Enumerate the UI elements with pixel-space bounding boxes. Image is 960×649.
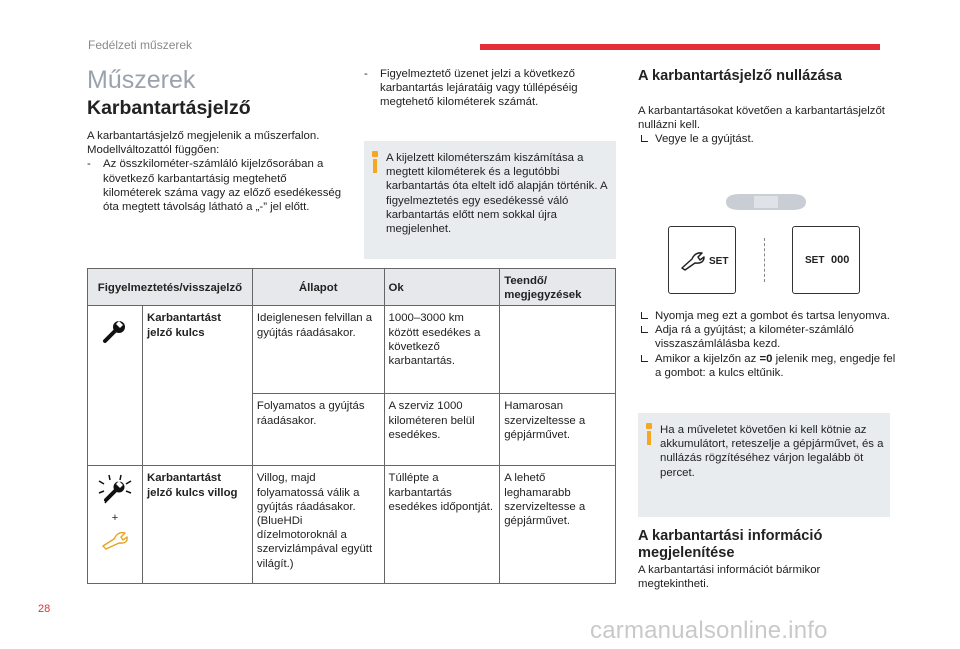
watermark: carmanualsonline.info (590, 617, 828, 644)
set-counter-graphic (792, 226, 860, 294)
col-header-action: Teendő/ megjegyzések (500, 269, 616, 306)
step-text-bold: =0 (759, 352, 773, 365)
info-note-battery (638, 413, 890, 517)
wrench-icon (679, 249, 705, 271)
wrench-outline-icon (100, 528, 130, 550)
step-text: Adja rá a gyújtást; a kilométer-számláló visszaszámlálásba kezd. (655, 324, 854, 351)
cause-cell: 1000–3000 km között esedékes a következő karbantartás. (384, 306, 500, 394)
step-item (638, 309, 898, 323)
step-text: Nyomja meg ezt a gombot és tartsa lenyomva. (655, 310, 890, 322)
info-icon (646, 423, 652, 445)
bullet-text: Figyelmeztető üzenet jelzi a következő karbantartás lejáratáig vagy túllépéséig megtehető kilométerek számát. (380, 68, 578, 109)
bullet-text: Az összkilométer-számláló kijelzősorában a következő karbantartásig megtehető kilométerek száma vagy az előző esedékesség óta megtett távolság látható a „-” jel előtt. (103, 158, 342, 214)
action-cell: A lehető leghamarabb szervizeltesse a gépjárművet. (500, 466, 616, 584)
wrench-icon-cell (88, 306, 143, 466)
action-cell: Hamarosan szervizeltesse a gépjárművet. (500, 394, 616, 466)
counter-value: 000 (831, 254, 850, 266)
wrench-icon (101, 317, 129, 345)
step-item (638, 352, 898, 380)
note-text: A kijelzett kilométerszám kiszámítása a megtett kilométerek és a legutóbbi karbantartás óta eltelt idő alapján történik. A figyelmeztetés egy esedékessé váló karbantartás előtt nem sokkal újra megjelenhet. (386, 152, 607, 236)
dashboard-icon (724, 192, 808, 212)
section-title: Műszerek (87, 66, 196, 94)
table-row (88, 466, 616, 584)
divider (764, 238, 765, 282)
set-label: SET (709, 256, 729, 267)
page-number: 28 (38, 603, 51, 615)
row-name-flashing: Karbantartást jelző kulcs villog (142, 466, 252, 584)
step-item (638, 132, 888, 146)
warning-lamp-table (87, 268, 616, 584)
action-cell (500, 306, 616, 394)
bullet-item (87, 157, 347, 214)
table-header-row (88, 269, 616, 306)
reset-intro-block (638, 104, 888, 147)
set-button-graphic (668, 226, 736, 294)
intro-paragraph: A karbantartásjelző megjelenik a műszerfalon. Modellváltozattól függően: (87, 130, 320, 157)
info-heading: A karbantartási információ megjelenítése (638, 528, 823, 561)
note-text: Ha a műveletet követően ki kell kötnie az akkumulátort, reteszelje a gépjárművet, és a nullázás rögzítéséhez várjon legalább öt percet. (660, 424, 884, 479)
running-header: Fedélzeti műszerek (88, 38, 193, 52)
state-cell: Folyamatos a gyújtás ráadásakor. (252, 394, 384, 466)
step-marker-icon (641, 312, 648, 319)
step-text-pre: Amikor a kijelzőn az (655, 352, 760, 365)
info-note-calculation (364, 141, 616, 259)
step-marker-icon (641, 326, 648, 333)
state-cell: Ideiglenesen felvillan a gyújtás ráadásakor. (252, 306, 384, 394)
col-header-indicator: Figyelmeztetés/visszajelző (88, 269, 253, 306)
flashing-wrench-icon-cell (88, 466, 143, 584)
reset-intro: A karbantartásokat követően a karbantartásjelzőt nullázni kell. (638, 105, 885, 132)
set-label: SET (805, 255, 825, 266)
state-cell: Villog, majd folyamatossá válik a gyújtás ráadásakor. (BlueHDi dízelmotoroknál a szervizlámpával együtt világít.) (252, 466, 384, 584)
plus-sign: + (111, 511, 119, 524)
cause-cell: A szerviz 1000 kilométeren belül esedékes. (384, 394, 500, 466)
main-heading: Karbantartásjelző (87, 97, 251, 119)
col-header-cause: Ok (384, 269, 500, 306)
reset-steps (638, 309, 898, 380)
step-item (638, 323, 898, 351)
flashing-wrench-icon (95, 473, 135, 507)
col-header-state: Állapot (252, 269, 384, 306)
step-text-post: jelenik meg, engedje fel a gombot: a kulcs eltűnik. (655, 352, 896, 379)
step-marker-icon (641, 355, 648, 362)
bullet-item-2 (364, 67, 614, 110)
table-row (88, 306, 616, 394)
dash-marker: - (87, 158, 91, 171)
cause-cell: Túllépte a karbantartás esedékes időpontját. (384, 466, 500, 584)
info-icon (372, 151, 378, 173)
row-name-wrench: Karbantartást jelző kulcs (142, 306, 252, 466)
step-text: Vegye le a gyújtást. (655, 133, 754, 146)
left-intro-block (87, 129, 347, 214)
step-marker-icon (641, 135, 648, 142)
dash-marker: - (364, 68, 368, 80)
info-text: A karbantartási információt bármikor megtekintheti. (638, 564, 821, 591)
header-accent-bar (480, 44, 880, 50)
reset-heading: A karbantartásjelző nullázása (638, 68, 842, 84)
